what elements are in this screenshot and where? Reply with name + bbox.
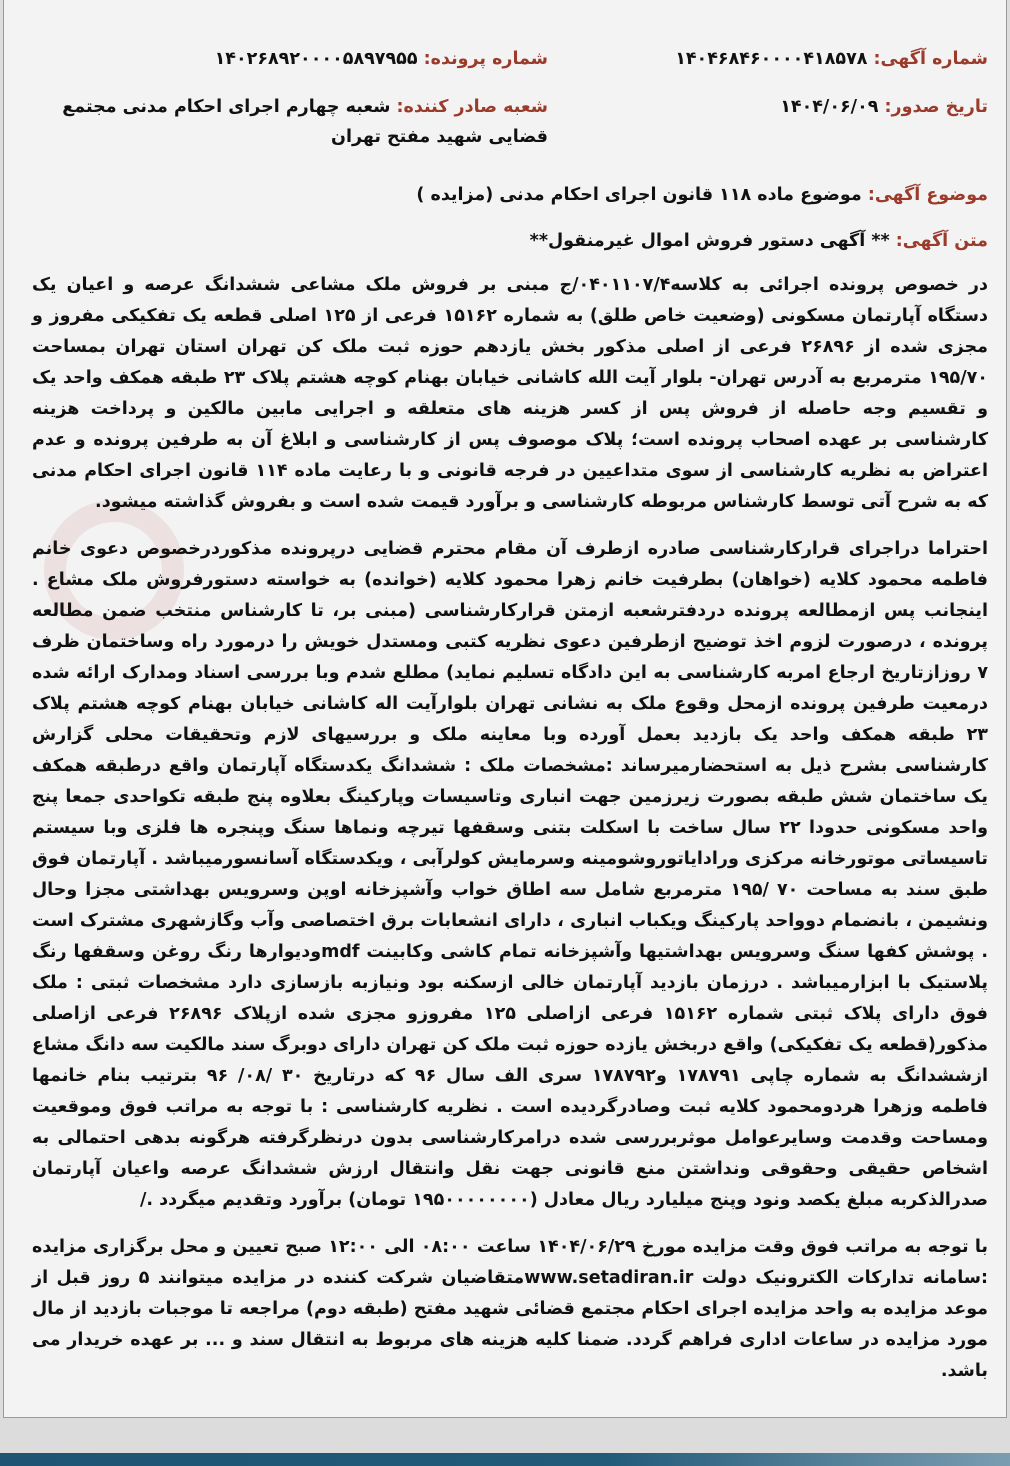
issue-date-value: ۱۴۰۴/۰۶/۰۹	[780, 97, 879, 117]
ad-number-label: شماره آگهی:	[873, 49, 988, 69]
text-title: ** آگهی دستور فروش اموال غیرمنقول**	[529, 231, 890, 251]
subject-value: موضوع ماده ۱۱۸ قانون اجرای احکام مدنی (مزایده )	[416, 185, 862, 205]
ad-number-value: ۱۴۰۴۶۸۴۶۰۰۰۰۴۱۸۵۷۸	[675, 49, 868, 69]
subject-field	[32, 180, 988, 210]
file-number-field	[32, 44, 548, 74]
subject-label: موضوع آگهی:	[867, 185, 988, 205]
text-label: متن آگهی:	[895, 231, 988, 251]
issue-date-field	[548, 92, 988, 122]
file-number-label: شماره پرونده:	[423, 49, 548, 69]
issue-date-label: تاریخ صدور:	[884, 97, 988, 117]
notice-panel	[3, 0, 1007, 1418]
header-row-2	[32, 92, 988, 152]
ad-number-field	[548, 44, 988, 74]
issuer-field	[32, 92, 548, 152]
issuer-value: شعبه چهارم اجرای احکام مدنی مجتمع قضایی شهید مفتح تهران	[62, 97, 548, 147]
paragraph-expert-report: احتراما دراجرای قرارکارشناسی صادره ازطرف آن مقام محترم قضایی درپرونده مذکوردرخصوص دعوی خانم فاطمه محمود کلایه (خواهان) بطرفیت خانم زهرا محمود کلایه (خوانده) به خواسته دستورفروش ملک مشاع . اینجانب پس ازمطالعه پرونده دردفترشعبه ازمتن قرارکارشناسی (مبنی بر، تا کارشناس منتخب ضمن مطالعه پرونده ، درصورت لزوم اخذ توضیح ازطرفین دعوی نظریه کتبی ومستدل خویش را درمورد راه وساختمان ظرف ۷ روزازتاریخ ارجاع امربه کارشناسی به این دادگاه تسلیم نماید) مطلع شدم وبا بررسی اسناد ومدارک ارائه شده درمعیت طرفین پرونده ازمحل وقوع ملک به نشانی تهران بلوارآیت اله کاشانی خیابان بهنام کوچه هشتم پلاک ۲۳ طبقه همکف واحد یک بازدید بعمل آورده وبا معاینه ملک و بررسیهای لازم وتحقیقات محلی گزارش کارشناسی بشرح ذیل به استحضارمیرساند :مشخصات ملک : ششدانگ یکدستگاه آپارتمان واقع درطبقه همکف یک ساختمان شش طبقه بصورت زیرزمین جهت انباری وتاسیسات وپارکینگ بعلاوه پنج طبقه تکواحدی جمعا پنج واحد مسکونی حدودا ۲۲ سال ساخت با اسکلت بتنی وسقفها تیرچه ونماها سنگ وپنجره ها فلزی وبا سیستم تاسیساتی موتورخانه مرکزی وراداياتوروشومینه وسرمایش کولرآبی ، ویکدستگاه آسانسورمیباشد . آپارتمان فوق طبق سند به مساحت ۷۰ /۱۹۵ مترمربع شامل سه اطاق خواب وآشپزخانه اوپن وسرویس بهداشتی مجزا وحال ونشیمن ، بانضمام دوواحد پارکینگ ویکباب انباری ، دارای انشعابات برق اختصاصی وآب وگازشهری مشترک است . پوشش کفها سنگ وسرویس بهداشتیها وآشپزخانه تمام کاشی وکابینت mdfودیوارها رنگ روغن وسقفها رنگ پلاستیک با ابزارمیباشد . درزمان بازدید آپارتمان خالی ازسکنه بود ونیازبه بازسازی دارد مشخصات ثبتی : ملک فوق دارای پلاک ثبتی شماره ۱۵۱۶۲ فرعی ازاصلی ۱۲۵ مفروزو مجزی شده ازپلاک ۲۶۸۹۶ فرعی ازاصلی مذکور(قطعه یک تفکیکی) واقع دربخش یازده حوزه ثبت ملک کن تهران دارای دوبرگ سند مالکیت سه دانگ مشاع ازششدانگ به شماره چاپی ۱۷۸۷۹۱ و۱۷۸۷۹۲ سری الف سال ۹۶ که درتاریخ ۳۰ /۰۸/ ۹۶ بترتیب بنام خانمها فاطمه وزهرا هردومحمود کلایه ثبت وصادرگردیده است . نظریه کارشناسی : با توجه به مراتب فوق وموقعیت ومساحت وقدمت وسایرعوامل موثربررسی شده درامرکارشناسی بدون درنظرگرفته هرگونه بدهی احتمالی به اشخاص حقیقی وحقوقی ونداشتن منع قانونی جهت نقل وانتقال ارزش ششدانگ عرصه واعیان آپارتمان صدرالذکربه مبلغ یکصد ونود وپنج میلیارد ریال معادل (۱۹۵۰۰۰۰۰۰۰۰ تومان) برآورد وتقدیم میگردد ./	[32, 539, 989, 1210]
notice-body	[32, 270, 988, 1387]
header-row-1	[32, 44, 988, 74]
file-number-value: ۱۴۰۲۶۸۹۲۰۰۰۰۵۸۹۷۹۵۵	[214, 49, 418, 69]
text-title-field	[32, 226, 988, 256]
taskbar	[0, 1453, 1010, 1466]
issuer-label: شعبه صادر کننده:	[396, 97, 548, 117]
paragraph-order: در خصوص پرونده اجرائی به کلاسه۰۴۰۱۱۰۷/۴/ج مبنی بر فروش ملک مشاعی ششدانگ عرصه و اعیان یک دستگاه آپارتمان مسکونی (وضعیت خاص طلق) به شماره ۱۵۱۶۲ فرعی از ۱۲۵ اصلی قطعه یک تفکیکی مفروز و مجزی شده از ۲۶۸۹۶ فرعی از اصلی مذکور بخش یازدهم حوزه ثبت ملک کن تهران استان تهران بمساحت ۱۹۵/۷۰ مترمربع به آدرس تهران- بلوار آیت الله کاشانی خیابان بهنام کوچه هشتم پلاک ۲۳ طبقه همکف واحد یک و تقسیم وجه حاصله از فروش پس از کسر هزینه های متعلقه و اجرایی مابین مالکین و پرداخت هزینه کارشناسی بر عهده اصحاب پرونده است؛ پلاک موصوف پس از کارشناسی و ابلاغ آن به طرفین پرونده و عدم اعتراض به نظریه کارشناسی از سوی متداعیین در فرجه قانونی و با رعایت ماده ۱۱۴ قانون اجرای احکام مدنی که به شرح آتی توسط کارشناس مربوطه کارشناسی و برآورد قیمت شده است و بفروش گذاشته میشود.	[32, 275, 988, 512]
paragraph-auction-details: با توجه به مراتب فوق وقت مزایده مورخ ۱۴۰۴/۰۶/۲۹ ساعت ۰۸:۰۰ الی ۱۲:۰۰ صبح تعیین و محل برگزاری مزایده :سامانه تدارکات الکترونیک دولت www.setadiran.irمتقاضیان شرکت کننده در مزایده میتوانند ۵ روز قبل از موعد مزایده به واحد مزایده اجرای احکام مجتمع قضائی شهید مفتح (طبقه دوم) مراجعه تا موجبات بازدید از مال مورد مزایده در ساعات اداری فراهم گردد. ضمنا کلیه هزینه های مربوط به انتقال سند و ... بر عهده خریدار می باشد.	[32, 1237, 988, 1381]
